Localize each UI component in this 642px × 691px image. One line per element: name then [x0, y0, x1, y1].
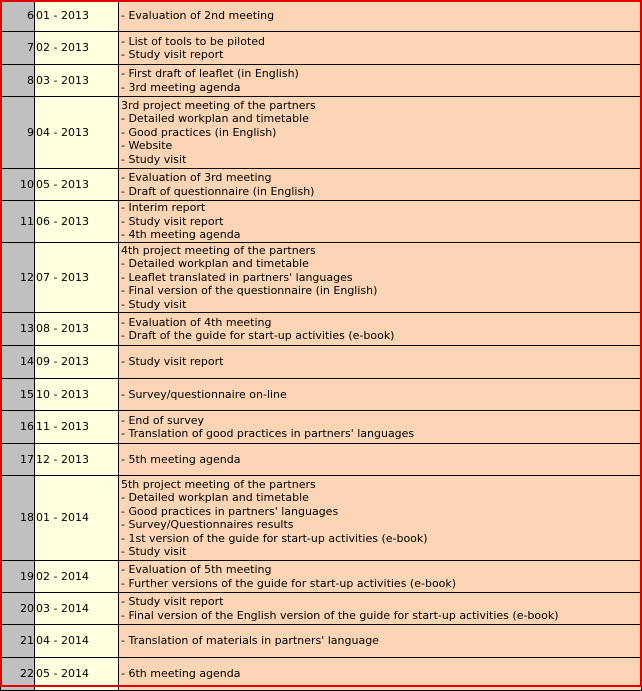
row-number-cell[interactable]: 15	[1, 379, 35, 411]
date-cell[interactable]: 01 - 2014	[35, 476, 119, 561]
deliverables-cell[interactable]	[119, 411, 642, 444]
deliverables-cell[interactable]	[119, 593, 642, 625]
row-number-cell[interactable]: 7	[1, 32, 35, 65]
table-row	[1, 593, 642, 625]
row-number-cell[interactable]: 9	[1, 97, 35, 169]
deliverable-line: - 4th meeting agenda	[121, 228, 241, 242]
deliverables-cell[interactable]	[119, 65, 642, 97]
table-row	[1, 32, 642, 65]
date-cell[interactable]: 09 - 2013	[35, 346, 119, 379]
deliverable-line: - Final version of the English version of the guide for start-up activities (e-book)	[121, 608, 559, 622]
deliverable-line: - Detailed workplan and timetable	[121, 257, 309, 271]
deliverable-line: - Study visit	[121, 152, 187, 166]
deliverable-line: - Good practices in partners' languages	[121, 504, 339, 518]
deliverable-line: - 3rd meeting agenda	[121, 80, 241, 94]
deliverables-cell[interactable]	[119, 625, 642, 658]
date-cell[interactable]: 04 - 2013	[35, 97, 119, 169]
date-cell[interactable]: 12 - 2013	[35, 444, 119, 476]
deliverable-line: - Study visit report	[121, 48, 224, 61]
table-row	[1, 561, 642, 593]
row-number-cell[interactable]: 10	[1, 169, 35, 201]
deliverable-line: - Study visit	[121, 297, 187, 311]
row-number-cell[interactable]: 17	[1, 444, 35, 476]
row-number-cell[interactable]: 19	[1, 561, 35, 593]
row-number-cell[interactable]: 6	[1, 1, 35, 32]
row-number-cell[interactable]: 8	[1, 65, 35, 97]
date-cell[interactable]: 01 - 2013	[35, 1, 119, 32]
row-number-cell[interactable]: 22	[1, 658, 35, 691]
deliverables-cell[interactable]	[119, 346, 642, 379]
deliverable-line: - Translation of good practices in partners' languages	[121, 427, 415, 440]
deliverable-line: - Good practices (in English)	[121, 125, 277, 139]
table-row	[1, 201, 642, 243]
deliverables-cell[interactable]	[119, 32, 642, 65]
deliverables-cell[interactable]	[119, 169, 642, 201]
deliverable-line: - Study visit report	[121, 595, 224, 608]
table-row	[1, 444, 642, 476]
schedule-body	[1, 1, 642, 691]
deliverables-cell[interactable]	[119, 201, 642, 243]
deliverables-cell[interactable]	[119, 1, 642, 32]
row-number-cell[interactable]: 14	[1, 346, 35, 379]
deliverable-line: - Survey/Questionnaires results	[121, 518, 294, 531]
table-row	[1, 313, 642, 346]
date-cell[interactable]: 10 - 2013	[35, 379, 119, 411]
deliverable-line: - Study visit report	[121, 355, 224, 369]
deliverables-cell[interactable]	[119, 379, 642, 411]
deliverables-cell[interactable]	[119, 561, 642, 593]
date-cell[interactable]: 06 - 2013	[35, 201, 119, 243]
table-row	[1, 379, 642, 411]
row-number-cell[interactable]: 20	[1, 593, 35, 625]
deliverable-line: - Further versions of the guide for start-up activities (e-book)	[121, 576, 457, 590]
table-row	[1, 411, 642, 444]
deliverable-line: - Detailed workplan and timetable	[121, 112, 309, 126]
date-cell[interactable]: 03 - 2014	[35, 593, 119, 625]
deliverable-line: - Evaluation of 2nd meeting	[121, 9, 275, 23]
deliverable-line: - Survey/questionnaire on-line	[121, 387, 287, 401]
deliverable-line: - Draft of questionnaire (in English)	[121, 184, 315, 198]
date-cell[interactable]: 02 - 2014	[35, 561, 119, 593]
table-row	[1, 476, 642, 561]
deliverable-line: - Final version of the questionnaire (in English)	[121, 284, 378, 298]
deliverables-cell[interactable]	[119, 658, 642, 691]
deliverable-line: - Evaluation of 5th meeting	[121, 563, 272, 576]
date-cell[interactable]: 11 - 2013	[35, 411, 119, 444]
deliverable-line: - Evaluation of 4th meeting	[121, 315, 272, 329]
deliverable-line: - 6th meeting agenda	[121, 667, 241, 681]
date-cell[interactable]: 05 - 2014	[35, 658, 119, 691]
deliverables-cell[interactable]	[119, 476, 642, 561]
deliverable-line: - Interim report	[121, 201, 206, 215]
deliverable-line: - Leaflet translated in partners' languages	[121, 270, 353, 284]
date-cell[interactable]: 05 - 2013	[35, 169, 119, 201]
row-number-cell[interactable]: 13	[1, 313, 35, 346]
deliverable-line: - Website	[121, 139, 173, 153]
row-number-cell[interactable]: 11	[1, 201, 35, 243]
deliverable-line: - Detailed workplan and timetable	[121, 491, 309, 504]
date-cell[interactable]: 07 - 2013	[35, 243, 119, 313]
table-row	[1, 625, 642, 658]
deliverable-line: - Evaluation of 3rd meeting	[121, 171, 272, 184]
table-row	[1, 97, 642, 169]
deliverable-line: - List of tools to be piloted	[121, 34, 266, 48]
deliverable-line: - Translation of materials in partners' language	[121, 634, 379, 648]
deliverable-line: 3rd project meeting of the partners	[121, 98, 316, 112]
table-row	[1, 65, 642, 97]
table-row	[1, 658, 642, 691]
deliverable-line: - 5th meeting agenda	[121, 452, 241, 466]
deliverables-cell[interactable]	[119, 243, 642, 313]
row-number-cell[interactable]: 21	[1, 625, 35, 658]
date-cell[interactable]: 02 - 2013	[35, 32, 119, 65]
table-row	[1, 346, 642, 379]
deliverable-line: - Study visit	[121, 545, 187, 558]
deliverable-line: - 1st version of the guide for start-up activities (e-book)	[121, 531, 428, 545]
date-cell[interactable]: 08 - 2013	[35, 313, 119, 346]
table-row	[1, 169, 642, 201]
row-number-cell[interactable]: 16	[1, 411, 35, 444]
deliverable-line: - Draft of the guide for start-up activities (e-book)	[121, 329, 395, 342]
date-cell[interactable]: 04 - 2014	[35, 625, 119, 658]
row-number-cell[interactable]: 12	[1, 243, 35, 313]
deliverables-cell[interactable]	[119, 313, 642, 346]
deliverable-line: 5th project meeting of the partners	[121, 477, 316, 491]
row-number-cell[interactable]: 18	[1, 476, 35, 561]
deliverables-cell[interactable]	[119, 97, 642, 169]
deliverable-line: - End of survey	[121, 413, 204, 427]
deliverables-cell[interactable]	[119, 444, 642, 476]
table-row	[1, 243, 642, 313]
date-cell[interactable]: 03 - 2013	[35, 65, 119, 97]
table-row	[1, 1, 642, 32]
deliverable-line: 4th project meeting of the partners	[121, 243, 316, 257]
deliverable-line: - First draft of leaflet (in English)	[121, 67, 299, 80]
deliverable-line: - Study visit report	[121, 214, 224, 228]
